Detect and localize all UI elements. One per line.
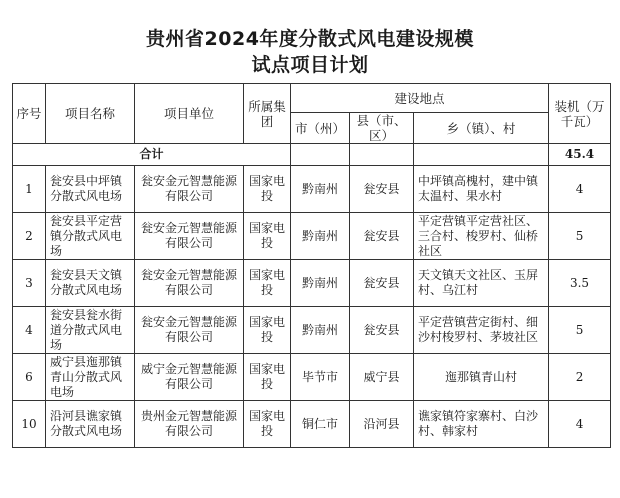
row-name: 威宁县迤那镇青山分散式风电场: [46, 354, 135, 401]
total-empty-city: [291, 144, 350, 166]
row-capacity: 5: [549, 307, 611, 354]
row-unit: 贵州金元智慧能源有限公司: [135, 401, 244, 448]
table-row: [13, 166, 611, 213]
row-name: 瓮安县平定营镇分散式风电场: [46, 213, 135, 260]
header-row-1: [13, 84, 611, 113]
row-unit: 威宁金元智慧能源有限公司: [135, 354, 244, 401]
row-seq: 6: [13, 354, 46, 401]
row-county: 瓮安县: [350, 166, 414, 213]
row-city: 毕节市: [291, 354, 350, 401]
row-unit: 瓮安金元智慧能源有限公司: [135, 213, 244, 260]
total-row: [13, 144, 611, 166]
row-unit: 瓮安金元智慧能源有限公司: [135, 166, 244, 213]
row-unit: 瓮安金元智慧能源有限公司: [135, 260, 244, 307]
row-name: 沿河县谯家镇分散式风电场: [46, 401, 135, 448]
row-name: 瓮安县天文镇分散式风电场: [46, 260, 135, 307]
table-row: [13, 260, 611, 307]
row-town: 平定营镇营定街村、细沙村梭罗村、茅坡社区: [414, 307, 549, 354]
document-subtitle: 试点项目计划: [251, 54, 369, 76]
header-town: 乡（镇）、村: [414, 113, 549, 144]
row-capacity: 4: [549, 166, 611, 213]
row-group: 国家电投: [244, 213, 291, 260]
header-location: 建设地点: [291, 84, 549, 113]
row-city: 黔南州: [291, 260, 350, 307]
header-capacity: 装机（万千瓦）: [549, 84, 611, 144]
row-town: 中坪镇高槐村，建中镇太温村、果水村: [414, 166, 549, 213]
header-unit: 项目单位: [135, 84, 244, 144]
total-label: 合计: [13, 144, 291, 166]
row-county: 威宁县: [350, 354, 414, 401]
row-capacity: 4: [549, 401, 611, 448]
row-seq: 4: [13, 307, 46, 354]
table-row: [13, 354, 611, 401]
row-capacity: 5: [549, 213, 611, 260]
header-name: 项目名称: [46, 84, 135, 144]
row-seq: 1: [13, 166, 46, 213]
row-town: 天文镇天文社区、玉屏村、乌江村: [414, 260, 549, 307]
row-name: 瓮安县中坪镇分散式风电场: [46, 166, 135, 213]
row-group: 国家电投: [244, 354, 291, 401]
row-unit: 瓮安金元智慧能源有限公司: [135, 307, 244, 354]
table-row: [13, 401, 611, 448]
row-county: 瓮安县: [350, 260, 414, 307]
row-capacity: 3.5: [549, 260, 611, 307]
row-name: 瓮安县瓮水街道分散式风电场: [46, 307, 135, 354]
row-city: 黔南州: [291, 213, 350, 260]
row-seq: 2: [13, 213, 46, 260]
row-group: 国家电投: [244, 260, 291, 307]
row-group: 国家电投: [244, 401, 291, 448]
row-seq: 3: [13, 260, 46, 307]
row-county: 沿河县: [350, 401, 414, 448]
header-city: 市（州）: [291, 113, 350, 144]
total-empty-county: [350, 144, 414, 166]
total-empty-town: [414, 144, 549, 166]
header-group: 所属集团: [244, 84, 291, 144]
row-group: 国家电投: [244, 307, 291, 354]
row-town: 谯家镇符家寨村、白沙村、韩家村: [414, 401, 549, 448]
total-value: 45.4: [549, 144, 611, 166]
row-group: 国家电投: [244, 166, 291, 213]
row-city: 黔南州: [291, 307, 350, 354]
header-county: 县（市、区）: [350, 113, 414, 144]
row-capacity: 2: [549, 354, 611, 401]
row-city: 铜仁市: [291, 401, 350, 448]
row-county: 瓮安县: [350, 213, 414, 260]
table-row: [13, 213, 611, 260]
table-row: [13, 307, 611, 354]
row-county: 瓮安县: [350, 307, 414, 354]
header-seq: 序号: [13, 84, 46, 144]
project-table: [12, 83, 611, 448]
row-town: 迤那镇青山村: [414, 354, 549, 401]
document-title: 贵州省2024年度分散式风电建设规模: [146, 28, 474, 50]
row-seq: 10: [13, 401, 46, 448]
row-town: 平定营镇平定营社区、三合村、梭罗村、仙桥社区: [414, 213, 549, 260]
row-city: 黔南州: [291, 166, 350, 213]
